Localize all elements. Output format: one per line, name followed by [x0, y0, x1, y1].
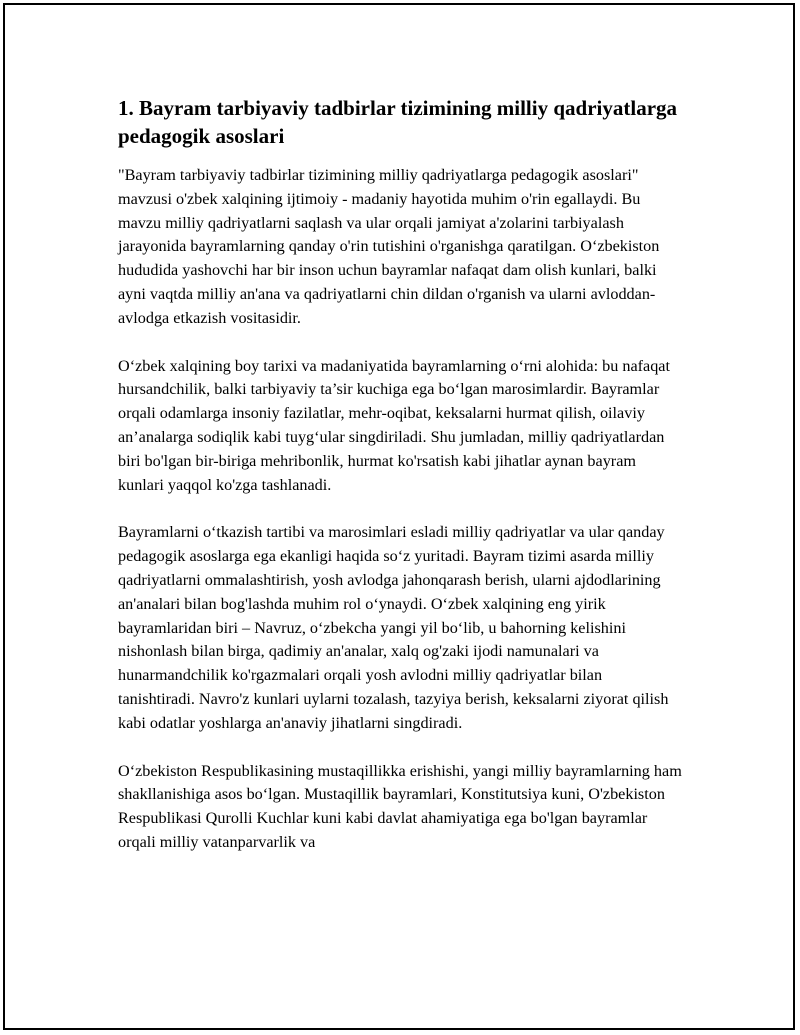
paragraph-3: Bayramlarni o‘tkazish tartibi va marosimlari esladi milliy qadriyatlar va ular qanday pedagogik asoslarga ega ekanligi haqida so‘z yuritadi. Bayram tizimi asarda milliy qadriyatlarni ommalashtirish, yosh avlodga jahonqarash berish, ularni ajdodlarining an'analari bilan bog'lashda muhim rol o‘ynaydi. O‘zbek xalqining eng yirik bayramlaridan biri – Navruz, o‘zbekcha yangi yil bo‘lib, u bahorning kelishini nishonlash bilan birga, qadimiy an'analar, xalq og'zaki ijodi namunalari va hunarmandchilik ko'rgazmalari orqali yosh avlodni milliy qadriyatlar bilan tanishtiradi. Navro'z kunlari uylarni tozalash, tazyiya berish, keksalarni ziyorat qilish kabi odatlar yoshlarga an'anaviy jihatlarni singdiradi.	[118, 523, 669, 732]
paragraph-4: O‘zbekiston Respublikasining mustaqillikka erishishi, yangi milliy bayramlarning ham shakllanishiga asos bo‘lgan. Mustaqillik bayramlari, Konstitutsiya kuni, O'zbekiston Respublikasi Qurolli Kuchlar kuni kabi davlat ahamiyatiga ega bo'lgan bayramlar orqali milliy vatanparvarlik va	[118, 761, 682, 851]
paragraph-2: O‘zbek xalqining boy tarixi va madaniyatida bayramlarning o‘rni alohida: bu nafaqat hursandchilik, balki tarbiyaviy ta’sir kuchiga ega bo‘lgan marosimlardir. Bayramlar orqali odamlarga insoniy fazilatlar, mehr-oqibat, keksalarni hurmat qilish, oilaviy an’analarga sodiqlik kabi tuyg‘ular singdiriladi. Shu jumladan, milliy qadriyatlardan biri bo'lgan bir-biriga mehribonlik, hurmat ko'rsatish kabi jihatlar aynan bayram kunlari yaqqol ko'zga tashlanadi.	[118, 356, 670, 494]
paragraph-1: "Bayram tarbiyaviy tadbirlar tizimining milliy qadriyatlarga pedagogik asoslari" mavzusi o'zbek xalqining ijtimoiy - madaniy hayotida muhim o'rin egallaydi. Bu mavzu milliy qadriyatlarni saqlash va ular orqali jamiyat a'zolarini tarbiyalash jarayonida bayramlarning qanday o'rin tutishini o'rganishga qaratilgan. O‘zbekiston hududida yashovchi har bir inson uchun bayramlar nafaqat dam olish kunlari, balki ayni vaqtda milliy an'ana va qadriyatlarni chin dildan o'rganish va ularni avloddan-avlodga etkazish vositasidir.	[118, 166, 660, 327]
document-title: 1. Bayram tarbiyaviy tadbirlar tizimining milliy qadriyatlarga pedagogik asoslari	[118, 96, 678, 148]
document-body	[118, 94, 682, 879]
